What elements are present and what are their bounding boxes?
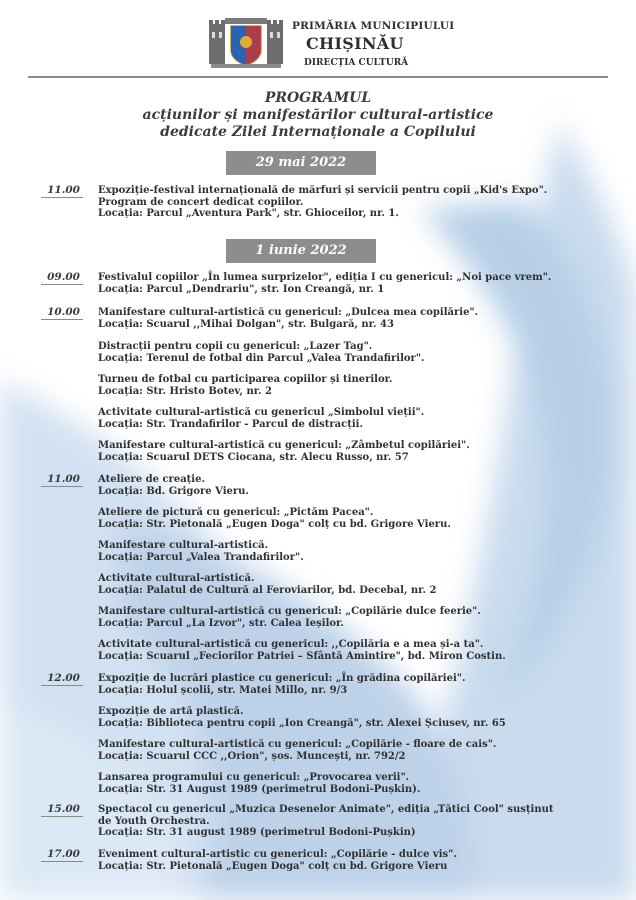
event-location: Locația: Scuarul CCC ,,Orion", șos. Muncești, nr. 792/2 xyxy=(98,750,406,762)
event-location: Locația: Str. Pietonală „Eugen Doga" colț cu bd. Grigore Vieru. xyxy=(98,518,451,530)
program-subtitle-1: acțiunilor și manifestărilor cultural-artistice xyxy=(142,107,494,123)
event-description: Manifestare cultural-artistică cu genericul: „Copilărie - floare de cais". xyxy=(98,739,497,750)
event-item xyxy=(98,407,613,430)
event-description: Expoziție-festival internațională de mărfuri și servicii pentru copii „Kid's Expo". xyxy=(98,185,548,196)
event-location: Locația: Str. 31 August 1989 (perimetrul Bodoni-Pușkin). xyxy=(98,783,421,795)
time-underline xyxy=(41,197,83,198)
header-institution: PRIMĂRIA MUNICIPIULUI xyxy=(292,20,455,32)
event-item xyxy=(98,185,613,220)
event-location: Locația: Str. 31 august 1989 (perimetrul Bodoni-Pușkin) xyxy=(98,827,416,838)
event-item xyxy=(98,639,613,662)
event-description: Turneu de fotbal cu participarea copiilor și tinerilor. xyxy=(98,374,393,385)
event-description: Expoziție de lucrări plastice cu genericul: „În grădina copilăriei". xyxy=(98,673,466,684)
event-description: Manifestare cultural-artistică. xyxy=(98,540,269,551)
event-item xyxy=(98,474,613,497)
event-description: Activitate cultural-artistică. xyxy=(98,573,255,584)
event-item xyxy=(98,272,613,295)
event-location: Locația: Biblioteca pentru copii „Ion Creangă", str. Alexei Șciusev, nr. 65 xyxy=(98,717,506,729)
event-item xyxy=(98,374,613,397)
event-description: Ateliere de pictură cu genericul: „Pictăm Pacea". xyxy=(98,507,374,518)
event-location: Locația: Str. Pietonală „Eugen Doga" colț cu bd. Grigore Vieru xyxy=(98,860,448,872)
time-label: 12.00 xyxy=(47,672,80,684)
event-description: Distracții pentru copii cu genericul: „Lazer Tag". xyxy=(98,341,373,352)
header-divider xyxy=(28,76,608,78)
event-description: Activitate cultural-artistică cu genericul „Simbolul vieții". xyxy=(98,407,425,418)
program-title: PROGRAMUL xyxy=(264,90,372,106)
event-description: de Youth Orchestra. xyxy=(98,815,210,827)
event-item xyxy=(98,341,613,364)
event-location: Locația: Holul școlii, str. Matei Millo, nr. 9/3 xyxy=(98,684,348,696)
event-location: Locația: Parcul „Dendrariu", str. Ion Creangă, nr. 1 xyxy=(98,283,385,295)
event-item xyxy=(98,739,613,762)
event-description: Expoziție de artă plastică. xyxy=(98,706,244,717)
event-location: Locația: Parcul „Aventura Park", str. Ghioceilor, nr. 1. xyxy=(98,208,399,219)
time-underline xyxy=(41,284,83,285)
time-label: 15.00 xyxy=(47,803,80,815)
event-location: Locația: Parcul „La Izvor", str. Calea Ieșilor. xyxy=(98,617,344,629)
date-heading: 29 mai 2022 xyxy=(226,151,376,175)
event-item xyxy=(98,573,613,596)
event-item xyxy=(98,673,613,696)
event-location: Locația: Scuarul DETS Ciocana, str. Alecu Russo, nr. 57 xyxy=(98,451,409,463)
time-underline xyxy=(41,486,83,487)
event-item xyxy=(98,849,613,872)
event-location: Locația: Terenul de fotbal din Parcul „Valea Trandafirilor". xyxy=(98,352,425,364)
event-description: Eveniment cultural-artistic cu genericul: „Copilărie - dulce vis". xyxy=(98,849,457,860)
chisinau-coat-of-arms-logo xyxy=(207,14,285,70)
event-item xyxy=(98,606,613,629)
time-label: 17.00 xyxy=(47,848,80,860)
event-item xyxy=(98,507,613,530)
event-item xyxy=(98,706,613,729)
event-description: Manifestare cultural-artistică cu genericul: „Dulcea mea copilărie". xyxy=(98,307,479,318)
time-underline xyxy=(41,861,83,862)
event-item xyxy=(98,804,613,839)
time-label: 11.00 xyxy=(47,184,80,196)
event-description: Lansarea programului cu genericul: „Provocarea verii". xyxy=(98,772,410,783)
event-description: Ateliere de creație. xyxy=(98,474,205,485)
time-label: 11.00 xyxy=(47,473,80,485)
time-underline xyxy=(41,319,83,320)
event-location: Locația: Scuarul ,,Mihai Dolgan", str. Bulgară, nr. 43 xyxy=(98,318,394,330)
event-location: Locația: Str. Hristo Botev, nr. 2 xyxy=(98,385,273,397)
event-description: Spectacol cu genericul „Muzica Desenelor Animate", ediția „Tătici Cool" susținut xyxy=(98,804,554,815)
event-item xyxy=(98,307,613,330)
time-label: 09.00 xyxy=(47,271,80,283)
event-location: Locația: Parcul „Valea Trandafirilor". xyxy=(98,551,304,563)
time-underline xyxy=(41,816,83,817)
event-description: Activitate cultural-artistică cu genericul: ,,Copilăria e a mea și-a ta". xyxy=(98,639,484,650)
event-description: Manifestare cultural-artistică cu genericul: „Copilărie dulce feerie". xyxy=(98,606,481,617)
date-heading: 1 iunie 2022 xyxy=(226,239,376,263)
event-location: Locația: Palatul de Cultură al Feroviarilor, bd. Decebal, nr. 2 xyxy=(98,584,437,596)
header-city: CHIȘINĂU xyxy=(306,34,404,53)
event-item xyxy=(98,440,613,463)
time-label: 10.00 xyxy=(47,306,80,318)
time-underline xyxy=(41,685,83,686)
event-location: Locația: Bd. Grigore Vieru. xyxy=(98,485,249,497)
event-location: Locația: Scuarul „Feciorilor Patriei – Sfântă Amintire", bd. Miron Costin. xyxy=(98,650,506,662)
event-description: Manifestare cultural-artistică cu genericul: „Zâmbetul copilăriei". xyxy=(98,440,470,451)
event-item xyxy=(98,772,613,795)
header-department: DIRECȚIA CULTURĂ xyxy=(304,58,409,68)
event-item xyxy=(98,540,613,563)
event-location: Locația: Str. Trandafirilor - Parcul de distracții. xyxy=(98,418,363,430)
event-description: Program de concert dedicat copiilor. xyxy=(98,196,304,208)
program-subtitle-2: dedicate Zilei Internaționale a Copilului xyxy=(160,124,476,140)
event-description: Festivalul copiilor „În lumea surprizelor", ediția I cu genericul: „Noi pace vrem". xyxy=(98,272,552,283)
